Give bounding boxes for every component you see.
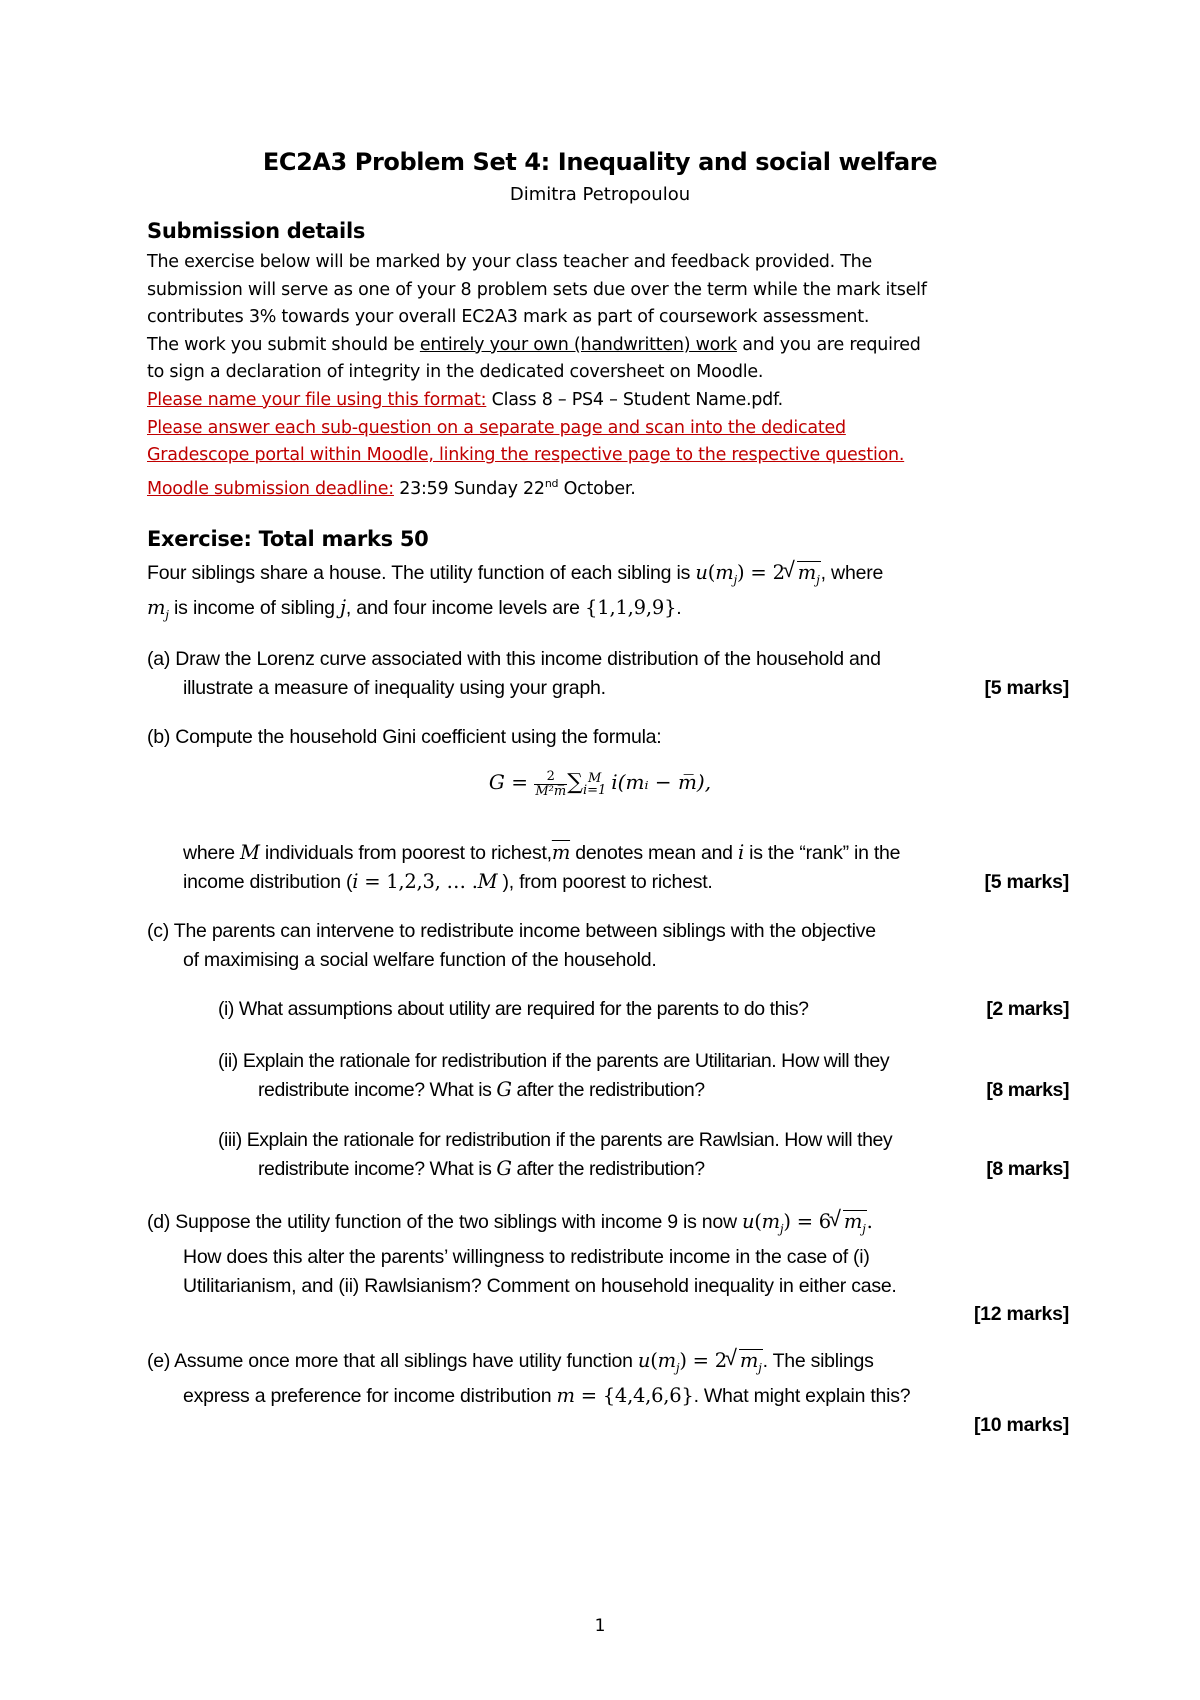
integrity-emphasis: entirely your own (handwritten) work	[419, 334, 737, 355]
marks-e: [10 marks]	[973, 1413, 1069, 1436]
exercise-heading: Exercise: Total marks 50	[147, 527, 429, 551]
scan-instruction: Please answer each sub-question on a separate page and scan into the dedicated	[147, 417, 846, 438]
deadline: Moodle submission deadline: 23:59 Sunday 22nd October.	[147, 476, 636, 499]
gini-fraction: $\frac{2}{\text{M²m̅}}$	[535, 769, 567, 799]
question-e: (e) Assume once more that all siblings have utility function $u(m_j) = 2$ √ $m_j$. The siblings express a preference for income distribution m = {4,4,6,6}. What might explain this? [10 marks]	[147, 1347, 1069, 1439]
document-author: Dimitra Petropoulou	[509, 184, 691, 205]
submission-line: contributes 3% towards your overall EC2A3 mark as part of coursework assessment.	[147, 307, 870, 328]
filename-value: Class 8 – PS4 – Student Name.pdf.	[486, 389, 783, 410]
exercise-intro: Four siblings share a house. The utility function of each sibling is $u(m_j) = 2$ √ $m_j$, where $m_j$ is income of sibling j, and four income levels are {1,1,9,9}.	[147, 559, 1067, 630]
marks-c-i: [2 marks]	[986, 998, 1069, 1020]
sqrt-symbol: √ $m_j$	[831, 1208, 867, 1243]
submission-line: The work you submit should be entirely your own (handwritten) work and you are required	[147, 334, 921, 355]
submission-details	[147, 249, 1067, 503]
marks-d: [12 marks]	[973, 1303, 1069, 1326]
question-c-iii: (iii) Explain the rationale for redistribution if the parents are Rawlsian. How will they redistribute income? What is G after the redistribution? [8 marks]	[218, 1126, 1069, 1183]
page-number: 1	[594, 1616, 606, 1636]
document-title: EC2A3 Problem Set 4: Inequality and social welfare	[262, 148, 938, 176]
filename-label: Please name your file using this format:	[147, 389, 487, 410]
question-d: (d) Suppose the utility function of the two siblings with income 9 is now $u(m_j) = 6$ √ $m_j$. How does this alter the parents’ willingness to redistribute income in the case of (i) Utilitarianism, and (ii) Rawlsianism? Comment on household inequality in either case. [12 marks]	[147, 1208, 1069, 1329]
submission-line: to sign a declaration of integrity in the dedicated coversheet on Moodle.	[147, 362, 764, 383]
submission-line: The exercise below will be marked by your class teacher and feedback provided. The	[147, 252, 873, 272]
marks-c-iii: [8 marks]	[986, 1157, 1069, 1180]
submission-heading: Submission details	[147, 219, 366, 243]
question-b-where: where M individuals from poorest to $richest,\overline{m}$ denotes mean and i is the “rank” in the income distribution (i = 1,2,3, … .M ), from poorest to richest. [5 marks]	[147, 839, 1069, 896]
sqrt-symbol: √ $m_j$	[727, 1347, 763, 1382]
sum-limits: M i=1	[582, 770, 607, 798]
question-c: (c) The parents can intervene to redistribute income between siblings with the objective of maximising a social welfare function of the household.	[147, 920, 876, 971]
submission-line: submission will serve as one of your 8 problem sets due over the term while the mark itself	[147, 279, 927, 300]
question-c-i: (i) What assumptions about utility are required for the parents to do this? [2 marks]	[218, 995, 1069, 1024]
sqrt-symbol: √ $m_j$	[785, 559, 821, 594]
deadline-label: Moodle submission deadline:	[147, 478, 394, 499]
question-b: (b) Compute the household Gini coefficient using the formula:	[147, 726, 662, 748]
marks-c-ii: [8 marks]	[986, 1078, 1069, 1101]
gini-formula: G = $\frac{2}{\text{M²m̅}}$ ∑ M i=1 i(mᵢ − m̅),	[488, 769, 712, 799]
marks-b: [5 marks]	[984, 870, 1069, 893]
filename-instruction	[147, 387, 1067, 415]
question-a: (a) Draw the Lorenz curve associated with this income distribution of the household and illustrate a measure of inequality using your graph. [5 marks]	[147, 645, 1069, 702]
marks-a: [5 marks]	[984, 676, 1069, 699]
scan-instruction: Gradescope portal within Moodle, linking the respective page to the respective question.	[147, 445, 905, 466]
question-c-ii: (ii) Explain the rationale for redistribution if the parents are Utilitarian. How will they redistribute income? What is G after the redistribution? [8 marks]	[218, 1047, 1069, 1104]
